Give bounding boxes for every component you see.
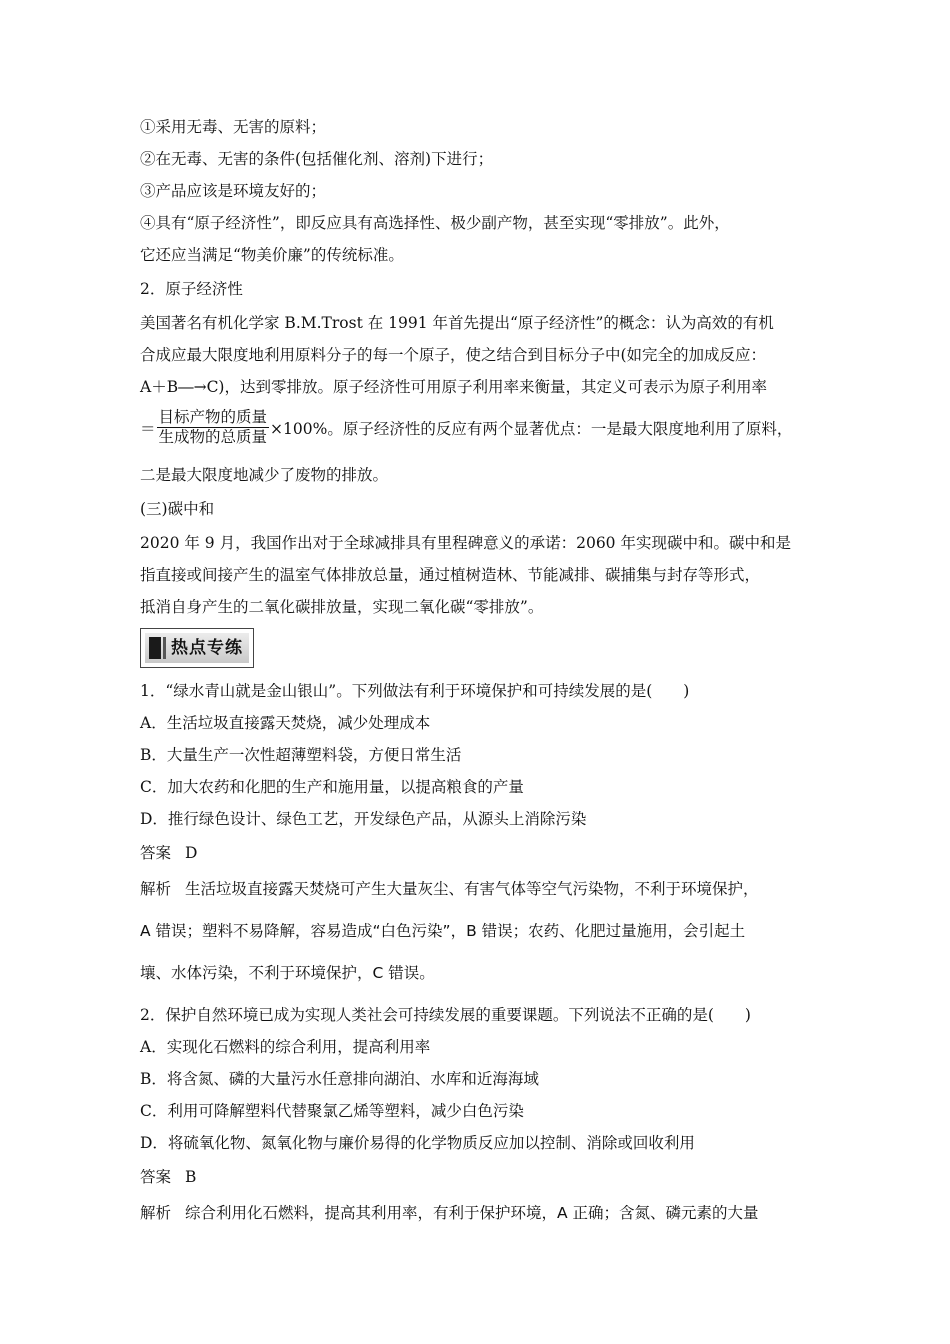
paragraph-line: 2020 年 9 月，我国作出对于全球减排具有里程碑意义的承诺：2060 年实现碳中和。碳中和是 <box>140 534 791 552</box>
question-2-answer <box>140 1166 196 1188</box>
question-2-option-d: D．将硫氧化物、氮氧化物与廉价易得的化学物质反应加以控制、消除或回收利用 <box>140 1134 695 1152</box>
paragraph-line: 合成应最大限度地利用原料分子的每一个原子，使之结合到目标分子中(如完全的加成反应： <box>140 346 767 364</box>
formula-rest: ×100%。原子经济性的反应有两个显著优点：一是最大限度地利用了原料， <box>270 419 793 438</box>
hot-topic-banner <box>140 628 254 668</box>
formula-numerator: 目标产物的质量 <box>158 408 268 426</box>
question-1-option-a: A．生活垃圾直接露天焚烧，减少处理成本 <box>140 714 431 732</box>
banner-bar-icon <box>163 637 166 659</box>
analysis-text: 综合利用化石燃料，提高其利用率，有利于保护环境，A 正确；含氮、磷元素的大量 <box>185 1204 759 1222</box>
paragraph-line: A＋B―→C)，达到零排放。原子经济性可用原子利用率来衡量，其定义可表示为原子利用率 <box>140 378 767 396</box>
question-2-stem: 2．保护自然环境已成为实现人类社会可持续发展的重要课题。下列说法不正确的是( ) <box>140 1006 751 1024</box>
question-1-analysis-line3: 壤、水体污染，不利于环境保护，C 错误。 <box>140 964 435 982</box>
section-heading-atom-economy: 2．原子经济性 <box>140 280 243 298</box>
answer-value: B <box>185 1168 197 1186</box>
banner-block-icon <box>149 637 161 659</box>
list-item-4-line1: ④具有“原子经济性”，即反应具有高选择性、极少副产物，甚至实现“零排放”。此外， <box>140 214 730 232</box>
analysis-text: 生活垃圾直接露天焚烧可产生大量灰尘、有害气体等空气污染物，不利于环境保护， <box>185 880 759 898</box>
paragraph-line: 抵消自身产生的二氧化碳排放量，实现二氧化碳“零排放”。 <box>140 598 544 616</box>
answer-label: 答案 <box>140 1168 172 1186</box>
question-2-option-c: C．利用可降解塑料代替聚氯乙烯等塑料，减少白色污染 <box>140 1102 524 1120</box>
answer-value: D <box>185 844 198 862</box>
hot-topic-title: 热点专练 <box>171 638 243 658</box>
paragraph-line: 二是最大限度地减少了废物的排放。 <box>140 466 389 484</box>
analysis-label: 解析 <box>140 880 172 898</box>
question-2-option-a: A．实现化石燃料的综合利用，提高利用率 <box>140 1038 431 1056</box>
list-item-3: ③产品应该是环境友好的； <box>140 182 327 200</box>
question-1-option-c: C．加大农药和化肥的生产和施用量，以提高粮食的产量 <box>140 778 524 796</box>
section-heading-carbon-neutral: (三)碳中和 <box>140 500 215 518</box>
formula-denominator: 生成物的总质量 <box>158 428 268 446</box>
question-1-option-b: B．大量生产一次性超薄塑料袋，方便日常生活 <box>140 746 462 764</box>
analysis-label: 解析 <box>140 1204 172 1222</box>
paragraph-line: 指直接或间接产生的温室气体排放总量，通过植树造林、节能减排、碳捕集与封存等形式， <box>140 566 761 584</box>
list-item-2: ②在无毒、无害的条件(包括催化剂、溶剂)下进行； <box>140 150 494 168</box>
answer-label: 答案 <box>140 844 172 862</box>
formula-line <box>140 408 812 447</box>
question-1-analysis-line2: A 错误；塑料不易降解，容易造成“白色污染”，B 错误；农药、化肥过量施用，会引起土 <box>140 922 746 940</box>
paragraph-line: 美国著名有机化学家 B.M.Trost 在 1991 年首先提出“原子经济性”的概念：认为高效的有机 <box>140 314 774 332</box>
list-item-4-line2: 它还应当满足“物美价廉”的传统标准。 <box>140 246 404 264</box>
question-1-answer <box>140 842 197 864</box>
question-1-option-d: D．推行绿色设计、绿色工艺，开发绿色产品，从源头上消除污染 <box>140 810 587 828</box>
formula-equals: ＝ <box>140 419 156 438</box>
list-item-1: ①采用无毒、无害的原料； <box>140 118 327 136</box>
hot-topic-background <box>145 633 249 663</box>
question-1-stem: 1．“绿水青山就是金山银山”。下列做法有利于环境保护和可持续发展的是( ) <box>140 682 690 700</box>
question-1-analysis-line1 <box>140 878 759 900</box>
question-2-option-b: B．将含氮、磷的大量污水任意排向湖泊、水库和近海海域 <box>140 1070 539 1088</box>
formula-fraction <box>157 408 270 447</box>
question-2-analysis-line1 <box>140 1202 759 1224</box>
